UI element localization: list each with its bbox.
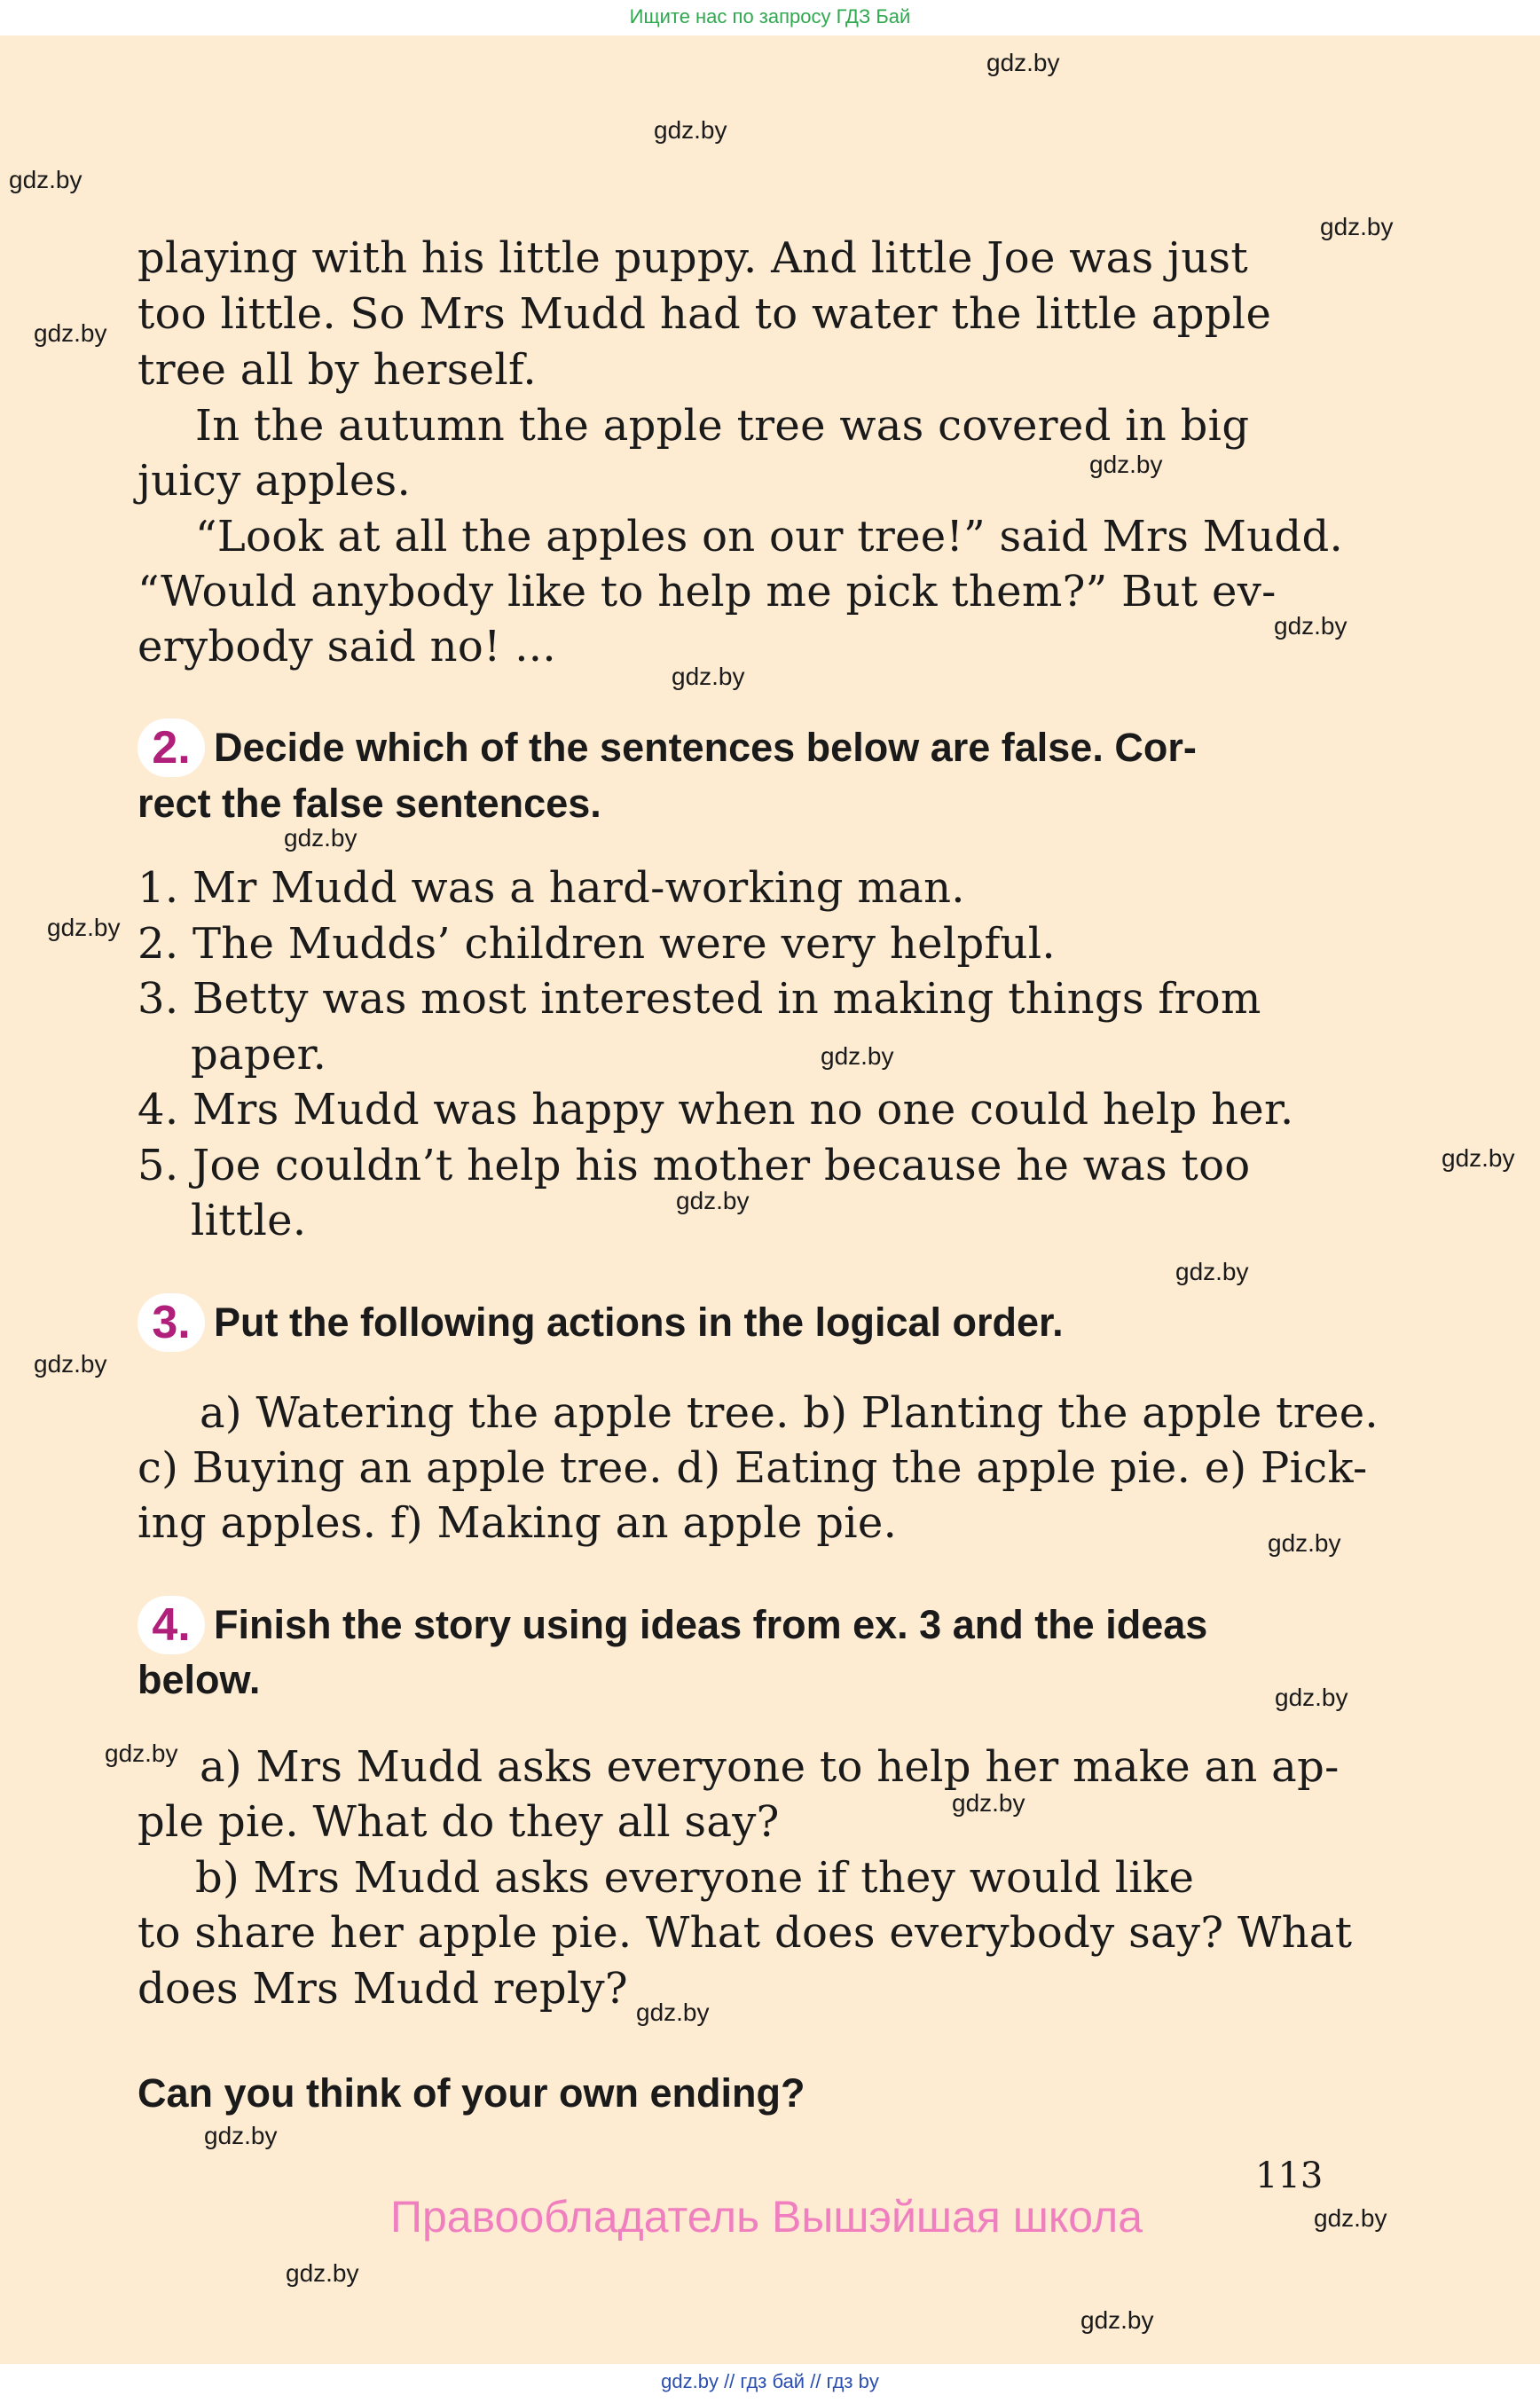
watermark: gdz.by (1442, 1144, 1515, 1172)
watermark: gdz.by (1080, 2306, 1154, 2334)
story-line: playing with his little puppy. And little Joe was just (138, 233, 1248, 283)
watermark: gdz.by (284, 824, 358, 852)
page-number: 113 (1255, 2156, 1324, 2196)
watermark: gdz.by (1320, 213, 1394, 240)
story-line: “Look at all the apples on our tree!” said Mrs Mudd. (195, 512, 1344, 561)
watermark: gdz.by (1314, 2204, 1387, 2232)
watermark: gdz.by (821, 1042, 894, 1070)
task-3-heading (138, 1293, 1326, 1352)
watermark: gdz.by (9, 166, 82, 193)
task-4-title: Finish the story using ideas from ex. 3 and the ideas (214, 1602, 1208, 1648)
watermark: gdz.by (1089, 451, 1163, 478)
task-3-line: c) Buying an apple tree. d) Eating the apple pie. e) Pick- (138, 1443, 1368, 1493)
watermark: gdz.by (1274, 612, 1348, 640)
task-4-line: does Mrs Mudd reply? (138, 1964, 628, 2014)
story-line: too little. So Mrs Mudd had to water the little apple (138, 289, 1272, 339)
task-3-line: a) Watering the apple tree. b) Planting the apple tree. (200, 1388, 1379, 1438)
list-item: 3. Betty was most interested in making things from (138, 974, 1261, 1024)
task-3-line: ing apples. f) Making an apple pie. (138, 1498, 898, 1548)
watermark: gdz.by (204, 2122, 278, 2149)
task-2-heading (138, 719, 1326, 777)
task-2-title: Decide which of the sentences below are false. Cor- (214, 725, 1197, 771)
footer-links[interactable]: gdz.by // гдз бай // гдз by (0, 2364, 1540, 2403)
watermark: gdz.by (952, 1789, 1025, 1817)
watermark: gdz.by (34, 319, 107, 347)
task-4-line: to share her apple pie. What does everybody say? What (138, 1908, 1353, 1958)
task-3-title: Put the following actions in the logical order. (214, 1300, 1064, 1346)
task-2-title-cont: rect the false sentences. (138, 781, 601, 826)
task-4-line: ple pie. What do they all say? (138, 1797, 780, 1847)
watermark: gdz.by (47, 914, 121, 941)
watermark: gdz.by (1268, 1529, 1341, 1557)
watermark: gdz.by (986, 49, 1060, 76)
list-item-cont: paper. (191, 1030, 327, 1080)
story-line: erybody said no! ... (138, 622, 556, 671)
task-4-line: a) Mrs Mudd asks everyone to help her make an ap- (200, 1742, 1340, 1792)
task-number-badge: 4. (138, 1596, 205, 1654)
story-line: juicy apples. (138, 456, 412, 506)
watermark: gdz.by (654, 116, 727, 144)
watermark: gdz.by (676, 1187, 750, 1214)
closing-question: Can you think of your own ending? (138, 2070, 805, 2116)
list-item: 5. Joe couldn’t help his mother because he was too (138, 1141, 1251, 1190)
watermark: gdz.by (286, 2259, 359, 2287)
list-item-cont: little. (191, 1196, 307, 1245)
task-4-line: b) Mrs Mudd asks everyone if they would like (195, 1853, 1195, 1903)
copyright-notice: Правообладатель Вышэйшая школа (390, 2192, 1143, 2242)
story-line: tree all by herself. (138, 345, 537, 395)
top-banner[interactable]: Ищите нас по запросу ГДЗ Бай (0, 0, 1540, 35)
watermark: gdz.by (672, 663, 745, 690)
watermark: gdz.by (1275, 1684, 1348, 1711)
list-item: 1. Mr Mudd was a hard-working man. (138, 863, 965, 913)
task-number-badge: 2. (138, 719, 205, 777)
task-number-badge: 3. (138, 1293, 205, 1352)
story-line: In the autumn the apple tree was covered in big (195, 401, 1250, 451)
watermark: gdz.by (34, 1350, 107, 1378)
list-item: 4. Mrs Mudd was happy when no one could help her. (138, 1085, 1294, 1135)
task-4-heading (138, 1596, 1326, 1654)
watermark: gdz.by (105, 1739, 178, 1767)
watermark: gdz.by (1175, 1258, 1249, 1285)
list-item: 2. The Mudds’ children were very helpful. (138, 919, 1056, 969)
story-line: “Would anybody like to help me pick them?” But ev- (138, 567, 1277, 616)
watermark: gdz.by (636, 1999, 710, 2026)
task-4-title-cont: below. (138, 1657, 261, 1702)
